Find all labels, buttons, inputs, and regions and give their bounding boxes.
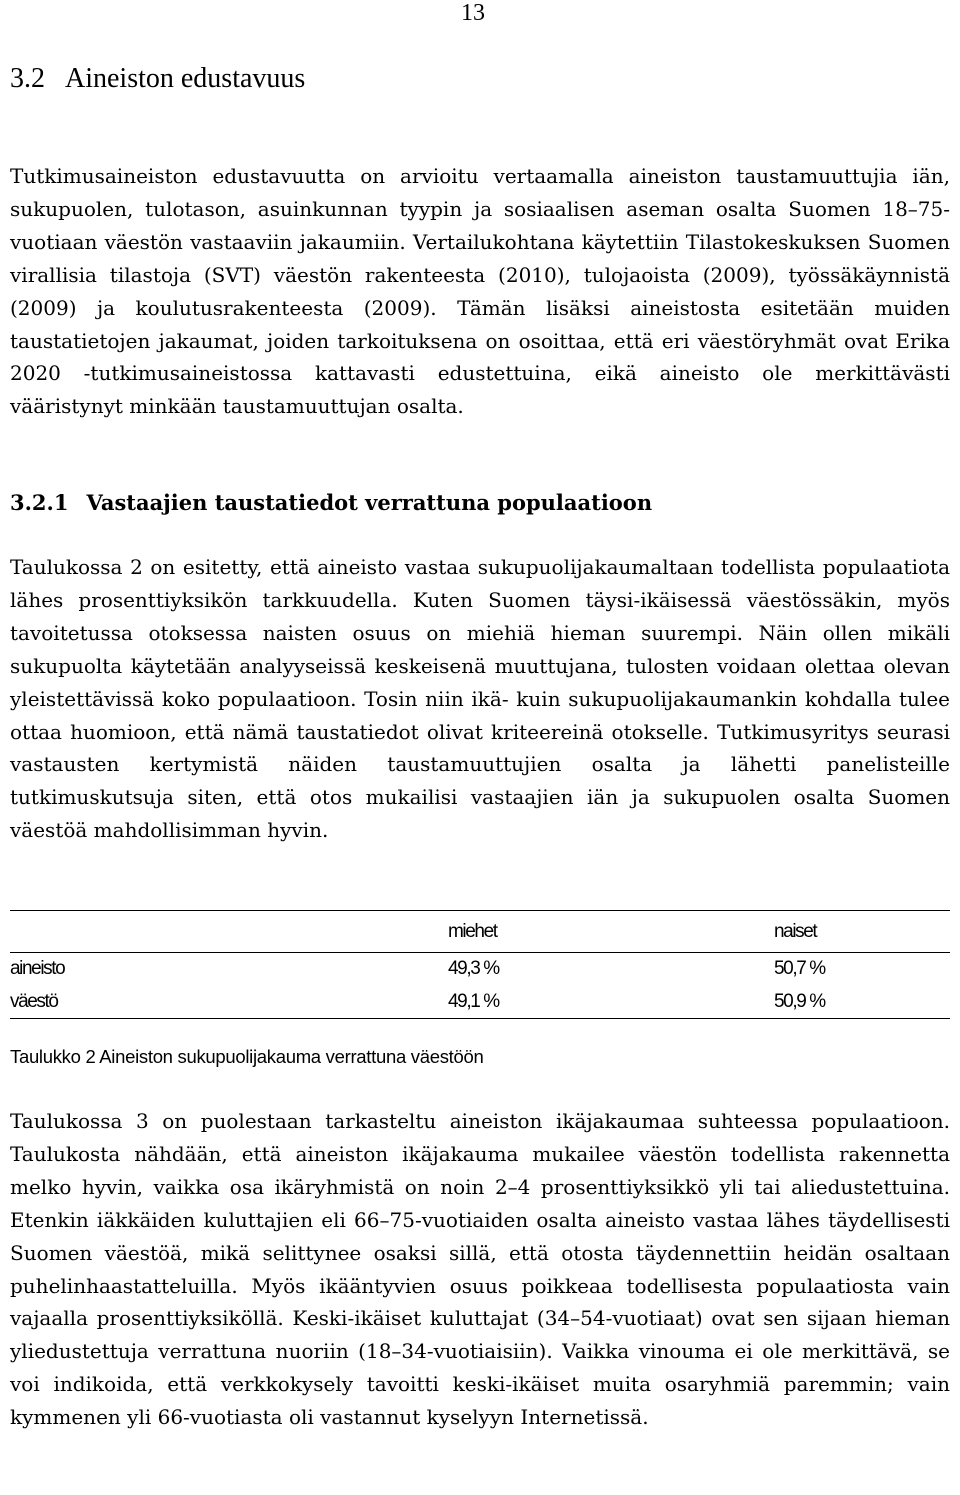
- gender-paragraph: Taulukossa 2 on esitetty, että aineisto vastaa sukupuolijakaumaltaan todellista populaatiota lähes prosenttiyksikön tarkkuudella. Kuten Suomen täysi-ikäisessä väestössäkin, myös tavoitetussa otoksessa naisten osuus on miehiä hieman suurempi. Näin ollen mikäli sukupuolta käytetään analyyseissä keskeisenä muuttujana, tulosten voidaan olettaa olevan yleistettävissä koko populaatioon. Tosin niin ikä- kuin sukupuolijakaumankin kohdalla tulee ottaa huomioon, että nämä taustatiedot olivat kriteereinä otokselle. Tutkimusyritys seurasi vastausten kertymistä näiden taustamuuttujien osalta ja lähetti panelisteille tutkimuskutsuja siten, että otos mukailisi vastaajien iän ja sukupuolen osalta Suomen väestöä mahdollisimman hyvin.: [10, 555, 950, 843]
- table-header-women: naiset: [774, 911, 950, 953]
- table-cell-men: 49,1 %: [448, 986, 774, 1019]
- table-header-empty: [10, 911, 448, 953]
- table-row-label: aineisto: [10, 958, 65, 980]
- table-row: [10, 986, 950, 1019]
- gender-distribution-table: [10, 910, 950, 1019]
- age-paragraph: Taulukossa 3 on puolestaan tarkasteltu aineiston ikäjakaumaa suhteessa populaatioon. Taulukosta nähdään, että aineiston ikäjakauma mukailee väestön todellista rakennetta melko hyvin, vaikka osa ikäryhmistä on noin 2–4 prosenttiyksikkö yli tai aliedustettuina. Etenkin iäkkäiden kuluttajien eli 66–75-vuotiaiden osalta aineisto vastaa lähes täydellisesti Suomen väestöä, mikä selittynee osaksi sillä, että otosta täydennettiin heidän osaltaan puhelinhaastatteluilla. Myös ikääntyvien osuus poikkeaa todellisesta populaatiosta vain vajaalla prosenttiyksiköllä. Keski-ikäiset kuluttajat (34–54-vuotiaat) ovat sen sijaan hieman yliedustettuja verrattuna nuoriin (18–34-vuotiaisiin). Vaikka vinouma ei ole merkittävä, se voi indikoida, että verkkokysely tavoitti keski-ikäiset muita osaryhmiä paremmin; vain kymmenen yli 66-vuotiasta oli vastannut kyselyyn Internetissä.: [10, 1109, 950, 1430]
- section-title: Aineiston edustavuus: [65, 63, 306, 94]
- table-caption: Taulukko 2 Aineiston sukupuolijakauma verrattuna väestöön: [10, 1046, 484, 1067]
- table-row-label: väestö: [10, 986, 448, 1019]
- table-header-row: [10, 911, 950, 953]
- section-heading: [10, 62, 305, 96]
- subsection-number: 3.2.1: [10, 490, 69, 515]
- intro-paragraph: Tutkimusaineiston edustavuutta on arvioitu vertaamalla aineiston taustamuuttujia iän, sukupuolen, tulotason, asuinkunnan tyypin ja sosiaalisen aseman osalta Suomen 18–75-vuotiaan väestön vastaaviin jakaumiin. Vertailukohtana käytettiin Tilastokeskuksen Suomen virallisia tilastoja (SVT) väestön rakenteesta (2010), tulojaoista (2009), työssäkäynnistä (2009) ja koulutusrakenteesta (2009). Tämän lisäksi aineistosta esitetään muiden taustatietojen jakaumat, joiden tarkoituksena on osoittaa, että eri väestöryhmät ovat Erika 2020 -tutkimusaineistossa kattavasti edustettuina, eikä aineisto ole merkittävästi vääristynyt minkään taustamuuttujan osalta.: [10, 164, 950, 419]
- table-row: [10, 953, 950, 986]
- table-cell-men: 49,3 %: [448, 958, 499, 980]
- table-cell-women: 50,7 %: [774, 958, 825, 980]
- subsection-heading: [10, 487, 652, 519]
- subsection-title: Vastaajien taustatiedot verrattuna populaatioon: [86, 490, 653, 515]
- table-header-men: miehet: [448, 911, 774, 953]
- page-number: 13: [461, 0, 485, 26]
- section-number: 3.2: [10, 63, 45, 94]
- table-cell-women: 50,9 %: [774, 986, 950, 1019]
